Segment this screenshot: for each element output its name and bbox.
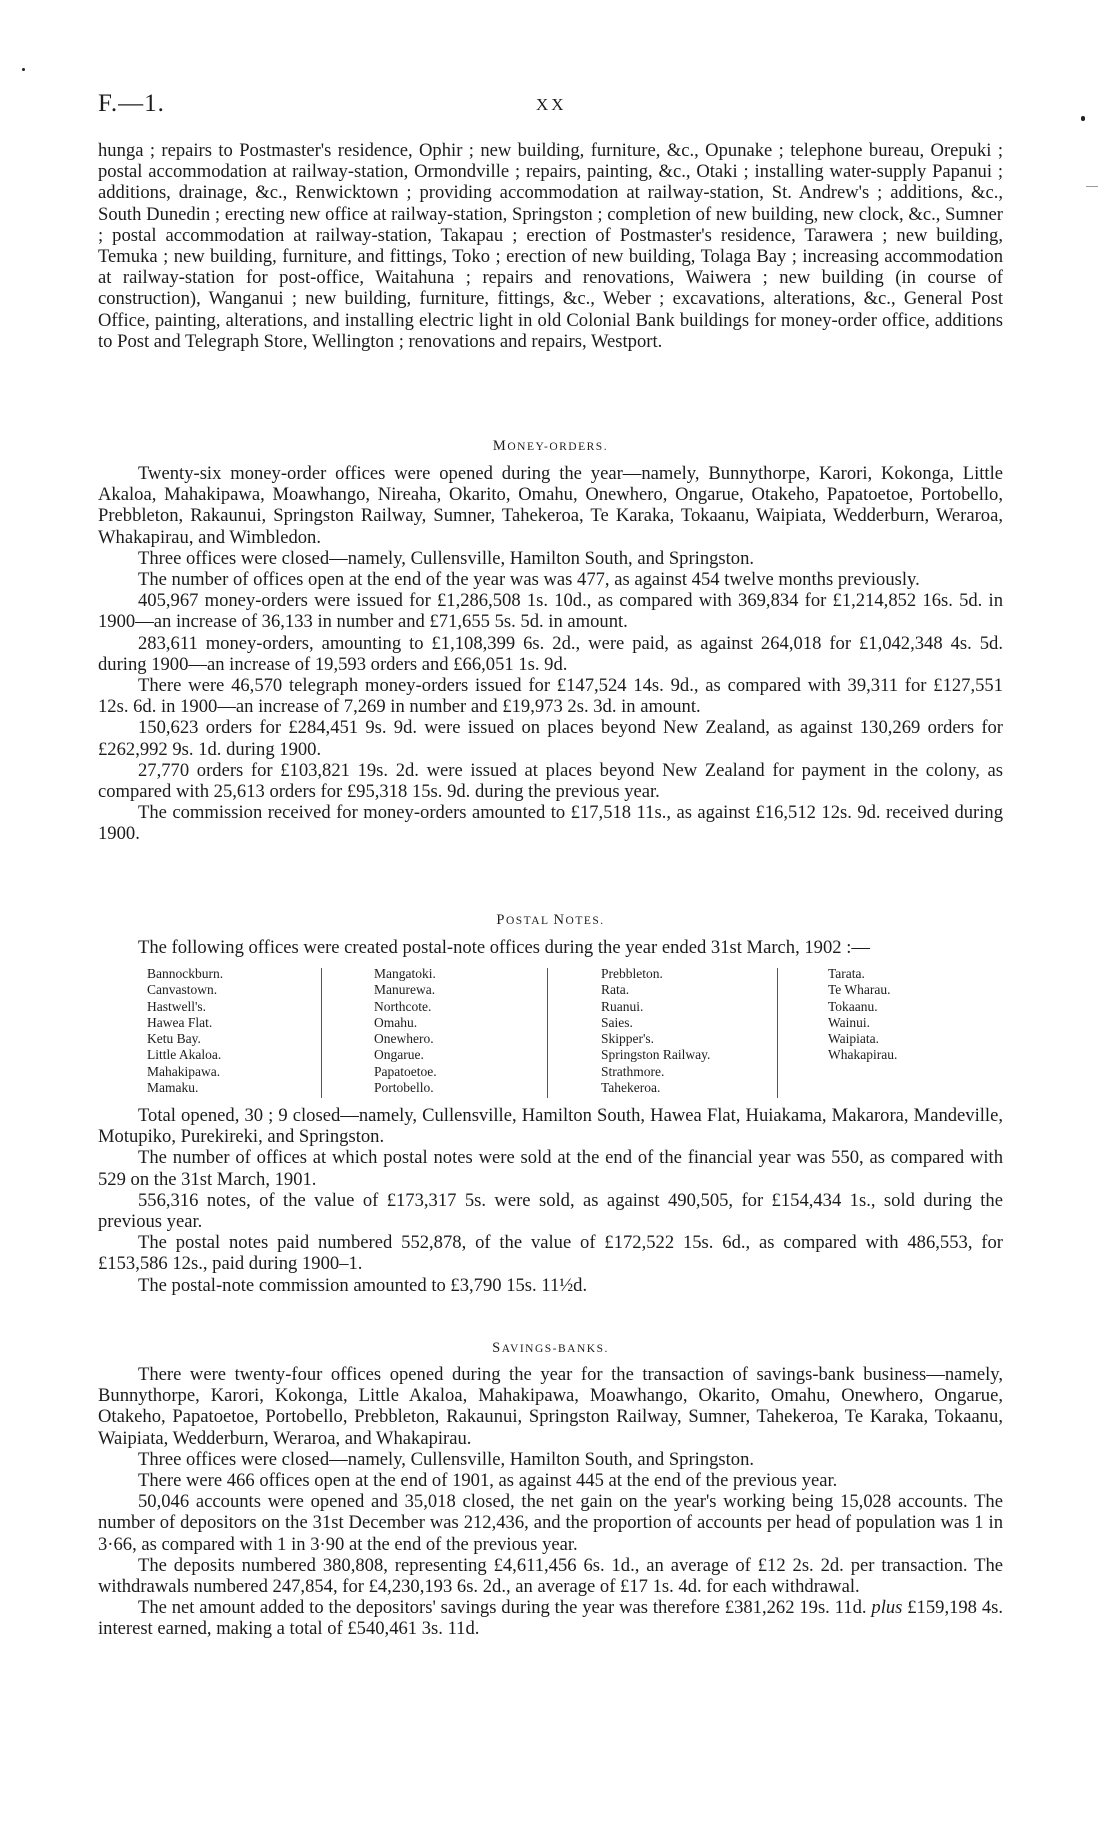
paragraph: The number of offices open at the end of the year was was 477, as against 454 twelve months previously. — [138, 569, 920, 591]
margin-speck — [1081, 116, 1085, 121]
postal-notes-intro — [98, 937, 1003, 958]
money-orders-body — [98, 463, 1003, 845]
office-name: Saies. — [601, 1014, 633, 1030]
column-divider — [777, 968, 778, 1098]
office-name: Ruanui. — [601, 998, 644, 1014]
table-column — [147, 966, 223, 1096]
paragraph: 150,623 orders for £284,451 9s. 9d. were issued on places beyond New Zealand, as against 130,269 orders for £262,992 9s. 1d. during 1900. — [98, 717, 1003, 760]
savings-banks-heading: SAVINGS-BANKS. — [492, 1340, 609, 1356]
paragraph: Three offices were closed—namely, Cullensville, Hamilton South, and Springston. — [138, 547, 755, 569]
savings-banks-section — [98, 1338, 1003, 1360]
savings-banks-body — [98, 1364, 1003, 1640]
office-name: Mamaku. — [147, 1080, 199, 1096]
final-paragraph: The net amount added to the depositors' savings during the year was therefore £381,262 19s. 11d. plus £159,198 4s. interest earned, making a total of £540,461 3s. 11d. — [98, 1597, 1004, 1640]
paragraph: The number of offices at which postal notes were sold at the end of the financial year was 550, as compared with 529 on the 31st March, 1901. — [98, 1147, 1003, 1190]
paragraph: 405,967 money-orders were issued for £1,286,508 1s. 10d., as compared with 369,834 for £1,214,852 16s. 5d. in 1900—an increase of 36,133 in number and £71,655 5s. 5d. in amount. — [98, 590, 1003, 633]
office-name: Little Akaloa. — [147, 1047, 222, 1063]
office-name: Whakapirau. — [828, 1047, 898, 1063]
paragraph: The commission received for money-orders amounted to £17,518 11s., as against £16,512 12s. 9d. received during 1900. — [98, 802, 1003, 845]
office-name: Canvastown. — [147, 982, 218, 998]
document-reference: F.—1. — [98, 90, 165, 117]
money-orders-heading: MONEY-ORDERS. — [492, 438, 609, 454]
office-name: Hastwell's. — [147, 998, 207, 1014]
office-name: Ketu Bay. — [147, 1031, 201, 1047]
office-name: Tarata. — [828, 966, 865, 981]
paragraph: The deposits numbered 380,808, representing £4,611,456 6s. 1d., an average of £12 2s. 2d. per transaction. The withdrawals numbered 247,854, for £4,230,193 6s. 2d., an average of £17 1s. 4d. for each withdrawal. — [98, 1554, 1003, 1598]
table-column — [374, 966, 437, 1096]
paragraph: Total opened, 30 ; 9 closed—namely, Cullensville, Hamilton South, Hawea Flat, Huiakama, Makarora, Mandeville, Motupiko, Purekireki, and Springston. — [98, 1105, 1003, 1148]
office-name: Portobello. — [374, 1080, 434, 1096]
table-column — [828, 966, 897, 1064]
paragraph: 556,316 notes, of the value of £173,317 5s. were sold, as against 490,505, for £154,434 1s., sold during the previous year. — [98, 1189, 1003, 1233]
postal-notes-heading: POSTAL NOTES. — [496, 912, 605, 928]
office-name: Hawea Flat. — [147, 1014, 213, 1030]
paragraph: There were 466 offices open at the end of 1901, as against 445 at the end of the previous year. — [138, 1470, 838, 1492]
postal-notes-body — [98, 1105, 1003, 1296]
office-name: Tokaanu. — [828, 998, 878, 1014]
page-number: XX — [536, 95, 567, 114]
paragraph: There were twenty-four offices opened during the year for the transaction of savings-bank business—namely, Bunnythorpe, Karori, Kokonga, Little Akaloa, Mahakipawa, Moawhango, Okarito, Omahu, Onewhero, Ongarue, Otakeho, Papatoetoe, Portobello, Prebbleton, Rakaunui, Springston Railway, Sumner, Tahekeroa, Te Karaka, Tokaanu, Waipiata, Wedderburn, Weraroa, and Whakapirau. — [98, 1364, 1003, 1449]
office-name: Manurewa. — [374, 982, 436, 998]
table-column — [601, 966, 710, 1096]
office-name: Strathmore. — [601, 1063, 665, 1079]
office-name: Mangatoki. — [374, 966, 436, 981]
paragraph: Three offices were closed—namely, Cullensville, Hamilton South, and Springston. — [138, 1448, 755, 1470]
intro-section — [98, 140, 1003, 352]
office-name: Skipper's. — [601, 1031, 655, 1047]
office-name: Springston Railway. — [601, 1047, 711, 1063]
paragraph: 50,046 accounts were opened and 35,018 closed, the net gain on the year's working being 15,028 accounts. The number of depositors on the 31st December was 212,436, and the proportion of accounts per head of population was 1 in 3·66, as compared with 1 in 3·90 at the end of the previous year. — [98, 1491, 1003, 1555]
paragraph: 283,611 money-orders, amounting to £1,108,399 6s. 2d., were paid, as against 264,018 for £1,042,348 4s. 5d. during 1900—an increase of 19,593 orders and £66,051 1s. 9d. — [98, 632, 1003, 675]
paragraph: The postal notes paid numbered 552,878, of the value of £172,522 15s. 6d., as compared with 486,553, for £153,586 12s., paid during 1900–1. — [98, 1232, 1003, 1275]
column-divider — [547, 968, 548, 1098]
paragraph: Twenty-six money-order offices were opened during the year—namely, Bunnythorpe, Karori, Kokonga, Little Akaloa, Mahakipawa, Moawhango, Nireaha, Okarito, Omahu, Onewhero, Ongarue, Otakeho, Papatoetoe, Portobello, Prebbleton, Rakaunui, Springston Railway, Sumner, Tahekeroa, Te Karaka, Tokaanu, Waipiata, Wedderburn, Weraroa, Whakapirau, and Wimbledon. — [98, 463, 1003, 548]
office-name: Omahu. — [374, 1014, 418, 1030]
office-name: Onewhero. — [374, 1031, 434, 1047]
office-name: Tahekeroa. — [601, 1080, 661, 1096]
intro-paragraph: hunga ; repairs to Postmaster's residence, Ophir ; new building, furniture, &c., Opunake ; telephone bureau, Orepuki ; postal accommodation at railway-station, Ormondville ; repairs, painting, &c., Otaki ; installing water-supply Papanui ; additions, drainage, &c., Renwicktown ; providing accommodation at railway-station, St. Andrew's ; additions, &c., South Dunedin ; erecting new office at railway-station, Springston ; completion of new building, new clock, &c., Sumner ; postal accommodation at railway-station, Takapau ; erection of Postmaster's residence, Tarawera ; new building, Temuka ; new building, furniture, and fittings, Toko ; erection of new building, Tolaga Bay ; increasing accommodation at railway-station for post-office, Waitahuna ; repairs and renovations, Waiwera ; new building (in course of construction), Wanganui ; new building, furniture, fittings, &c., Weber ; excavations, alterations, &c., General Post Office, painting, alterations, and installing electric light in old Colonial Bank buildings for money-order office, additions to Post and Telegraph Store, Wellington ; renovations and repairs, Westport. — [98, 140, 1003, 352]
paragraph: The following offices were created postal-note offices during the year ended 31st March, 1902 :— — [138, 937, 870, 958]
paragraph: The postal-note commission amounted to £3,790 15s. 11½d. — [138, 1274, 588, 1296]
margin-speck — [22, 68, 25, 71]
paragraph: 27,770 orders for £103,821 19s. 2d. were issued at places beyond New Zealand for payment in the colony, as compared with 25,613 orders for £95,318 15s. 9d. during the previous year. — [98, 759, 1003, 803]
money-orders-section — [98, 436, 1003, 458]
office-name: Rata. — [601, 982, 630, 998]
office-name: Prebbleton. — [601, 966, 663, 981]
office-name: Northcote. — [374, 998, 432, 1014]
column-divider — [321, 968, 322, 1098]
paragraph: There were 46,570 telegraph money-orders issued for £147,524 14s. 9d., as compared with 39,311 for £127,551 12s. 6d. in 1900—an increase of 7,269 in number and £19,973 2s. 3d. in amount. — [98, 675, 1003, 718]
office-name: Ongarue. — [374, 1047, 424, 1063]
office-name: Mahakipawa. — [147, 1063, 221, 1079]
office-name: Waipiata. — [828, 1031, 880, 1047]
office-name: Te Wharau. — [828, 982, 891, 998]
postal-notes-section — [98, 910, 1003, 932]
office-name: Wainui. — [828, 1014, 871, 1030]
office-name: Bannockburn. — [147, 966, 224, 981]
margin-mark — [1086, 186, 1098, 187]
office-name: Papatoetoe. — [374, 1063, 437, 1079]
